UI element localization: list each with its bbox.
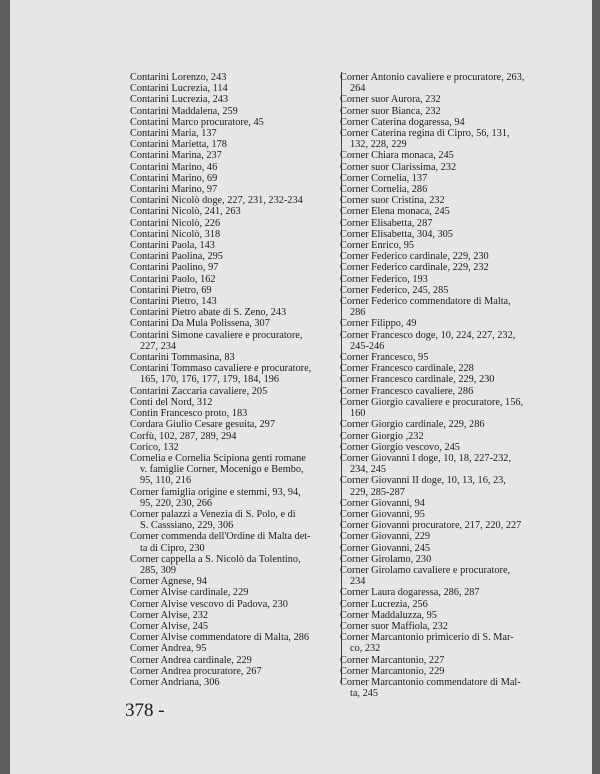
page-number: 378 - — [125, 700, 165, 721]
index-entry: Corner cappella a S. Nicolò da Tolentino, — [130, 553, 301, 565]
index-entry: Corner Alvise cardinale, 229 — [130, 587, 249, 599]
index-entry: Corner famiglia origine e stemmi, 93, 94, — [130, 486, 301, 498]
index-entry: Corner Francesco, 95 — [340, 352, 429, 364]
index-entry: Contin Francesco proto, 183 — [130, 408, 248, 420]
index-entry: Contarini Marino, 46 — [130, 161, 218, 173]
index-entry: 286 — [350, 307, 366, 319]
index-entry: Corner Francesco doge, 10, 224, 227, 232, — [340, 329, 516, 341]
index-entry: Corner Federico, 245, 285 — [340, 284, 449, 296]
index-entry: Corner Giovanni, 245 — [340, 542, 431, 554]
index-entry: Corner Elena monaca, 245 — [340, 206, 450, 218]
index-entry: Corner suor Bianca, 232 — [340, 105, 441, 117]
index-entry: Contarini Paola, 143 — [130, 240, 215, 252]
index-entry: Corner Francesco cardinale, 228 — [340, 363, 474, 375]
index-entry: Corner Antonio cavaliere e procuratore, 263, — [340, 72, 525, 83]
index-entry: 234 — [350, 576, 366, 588]
index-entry: Contarini Da Mula Polissena, 307 — [130, 318, 270, 330]
index-entry: Corfù, 102, 287, 289, 294 — [130, 430, 237, 442]
index-entry: Corner Lucrezia, 256 — [340, 598, 428, 610]
index-entry: Corner Giorgio ,232 — [340, 430, 424, 442]
index-entry: Corner Andriana, 306 — [130, 676, 220, 688]
index-entry: 227, 234 — [140, 340, 177, 352]
index-entry: Corner Chiara monaca, 245 — [340, 150, 454, 162]
index-entry: Contarini Lucrezia, 243 — [130, 94, 229, 106]
index-entry: Contarini Paolina, 295 — [130, 251, 223, 263]
index-entry: Contarini Marino, 97 — [130, 184, 218, 196]
index-entry: Contarini Nicolò, 226 — [130, 217, 221, 229]
index-entry: Corner Giovanni, 95 — [340, 508, 425, 520]
index-entry: Corner Agnese, 94 — [130, 576, 207, 588]
index-entry: Corner Federico cardinale, 229, 230 — [340, 251, 489, 263]
index-entry: Contarini Simone cavaliere e procuratore, — [130, 329, 303, 341]
index-entry: 95, 110, 216 — [140, 475, 192, 487]
index-entry: Contarini Marina, 237 — [130, 150, 222, 162]
index-entry: Corner Andrea procuratore, 267 — [130, 665, 262, 677]
index-entry: Corner Enrico, 95 — [340, 240, 415, 252]
index-entry: 229, 285-287 — [350, 486, 405, 498]
index-entry: Corner Marcantonio, 229 — [340, 665, 445, 677]
index-entry: Corner Girolamo, 230 — [340, 553, 432, 565]
index-entry: v. famiglie Corner, Mocenigo e Bembo, — [140, 464, 304, 476]
index-entry: Corner Marcantonio commendatore di Mal- — [340, 676, 521, 688]
index-entry: Contarini Zaccaria cavaliere, 205 — [130, 385, 268, 397]
index-entry: Cornelia e Cornelia Scipiona genti romane — [130, 452, 306, 464]
index-entry: Corner Giovanni, 229 — [340, 531, 431, 543]
index-entry: Corico, 132 — [130, 441, 179, 453]
index-entry: Corner Alvise vescovo di Padova, 230 — [130, 598, 288, 610]
index-entry: 264 — [350, 83, 366, 95]
index-column-left — [130, 72, 335, 688]
index-entry: Contarini Pietro abate di S. Zeno, 243 — [130, 307, 287, 319]
index-entry: Contarini Maddalena, 259 — [130, 105, 238, 117]
index-entry: Contarini Lorenzo, 243 — [130, 72, 227, 83]
index-entry: Corner Filippo, 49 — [340, 318, 417, 330]
index-entry: Corner Maddaluzza, 95 — [340, 609, 437, 621]
index-entry: Corner Andrea cardinale, 229 — [130, 654, 252, 666]
index-entry: Cordara Giulio Cesare gesuita, 297 — [130, 419, 275, 431]
index-entry: 160 — [350, 408, 366, 420]
index-entry: Contarini Marino, 69 — [130, 172, 218, 184]
index-entry: 245-246 — [350, 340, 385, 352]
index-entry: Corner Federico cardinale, 229, 232 — [340, 262, 489, 274]
index-entry: 165, 170, 176, 177, 179, 184, 196 — [140, 374, 280, 386]
index-entry: Corner Alvise commendatore di Malta, 286 — [130, 632, 310, 644]
index-entry: 234, 245 — [350, 464, 387, 476]
index-entry: Corner Marcantonio, 227 — [340, 654, 445, 666]
book-page — [10, 0, 592, 774]
index-entry: Corner Marcantonio primicerio di S. Mar- — [340, 632, 514, 644]
index-entry: co, 232 — [350, 643, 381, 655]
index-entry: Corner Giovanni I doge, 10, 18, 227-232, — [340, 452, 512, 464]
index-entry: Corner palazzi a Venezia di S. Polo, e di — [130, 508, 296, 520]
index-entry: Contarini Nicolò, 318 — [130, 228, 221, 240]
index-column-right — [340, 72, 550, 699]
index-entry: Contarini Paolino, 97 — [130, 262, 219, 274]
index-entry: Contarini Nicolò, 241, 263 — [130, 206, 241, 218]
index-entry: 95, 220, 230, 266 — [140, 497, 213, 509]
index-entry: Corner Giovanni, 94 — [340, 497, 425, 509]
index-entry: Corner Francesco cavaliere, 286 — [340, 385, 474, 397]
index-entry: Conti del Nord, 312 — [130, 396, 213, 408]
index-entry: Contarini Paolo, 162 — [130, 273, 216, 285]
index-entry: S. Casssiano, 229, 306 — [140, 520, 234, 532]
index-entry: ta di Cipro, 230 — [140, 542, 205, 554]
index-entry: Corner Giovanni II doge, 10, 13, 16, 23, — [340, 475, 506, 487]
index-entry: 285, 309 — [140, 564, 177, 576]
index-entry: Corner suor Cristina, 232 — [340, 195, 445, 207]
index-entry: Corner suor Aurora, 232 — [340, 94, 441, 106]
index-entry: Corner Caterina regina di Cipro, 56, 131, — [340, 128, 510, 140]
index-entry: Contarini Pietro, 69 — [130, 284, 212, 296]
index-entry: Contarini Tommaso cavaliere e procuratore, — [130, 363, 312, 375]
index-entry: Corner Giovanni procuratore, 217, 220, 227 — [340, 520, 522, 532]
index-entry: Corner Francesco cardinale, 229, 230 — [340, 374, 495, 386]
index-entry: Corner Giorgio cavaliere e procuratore, 156, — [340, 396, 524, 408]
index-entry: Corner Caterina dogaressa, 94 — [340, 116, 465, 128]
index-entry: Corner Alvise, 245 — [130, 620, 209, 632]
index-entry: Corner Giorgio vescovo, 245 — [340, 441, 460, 453]
index-entry: Contarini Marco procuratore, 45 — [130, 116, 264, 128]
index-entry: Contarini Tommasina, 83 — [130, 352, 235, 364]
index-entry: Corner Giorgio cardinale, 229, 286 — [340, 419, 485, 431]
index-entry: Corner commenda dell'Ordine di Malta det- — [130, 531, 311, 543]
index-entry: Corner suor Clarissima, 232 — [340, 161, 457, 173]
index-entry: Corner Elisabetta, 304, 305 — [340, 228, 453, 240]
index-entry: Corner Laura dogaressa, 286, 287 — [340, 587, 480, 599]
index-entry: Contarini Nicolò doge, 227, 231, 232-234 — [130, 195, 303, 207]
index-entry: Corner suor Maffiola, 232 — [340, 620, 448, 632]
index-entry: Corner Elisabetta, 287 — [340, 217, 433, 229]
index-entry: Corner Alvise, 232 — [130, 609, 209, 621]
index-entry: ta, 245 — [350, 688, 379, 700]
index-entry: Contarini Lucrezia, 114 — [130, 83, 228, 95]
index-entry: Corner Andrea, 95 — [130, 643, 207, 655]
index-entry: Contarini Pietro, 143 — [130, 296, 217, 308]
index-entry: Corner Cornelia, 286 — [340, 184, 428, 196]
index-entry: Corner Federico commendatore di Malta, — [340, 296, 511, 308]
index-entry: 132, 228, 229 — [350, 139, 407, 151]
index-entry: Contarini Maria, 137 — [130, 128, 217, 140]
index-entry: Contarini Marietta, 178 — [130, 139, 227, 151]
index-entry: Corner Federico, 193 — [340, 273, 428, 285]
index-entry: Corner Girolamo cavaliere e procuratore, — [340, 564, 511, 576]
index-entry: Corner Cornelia, 137 — [340, 172, 428, 184]
